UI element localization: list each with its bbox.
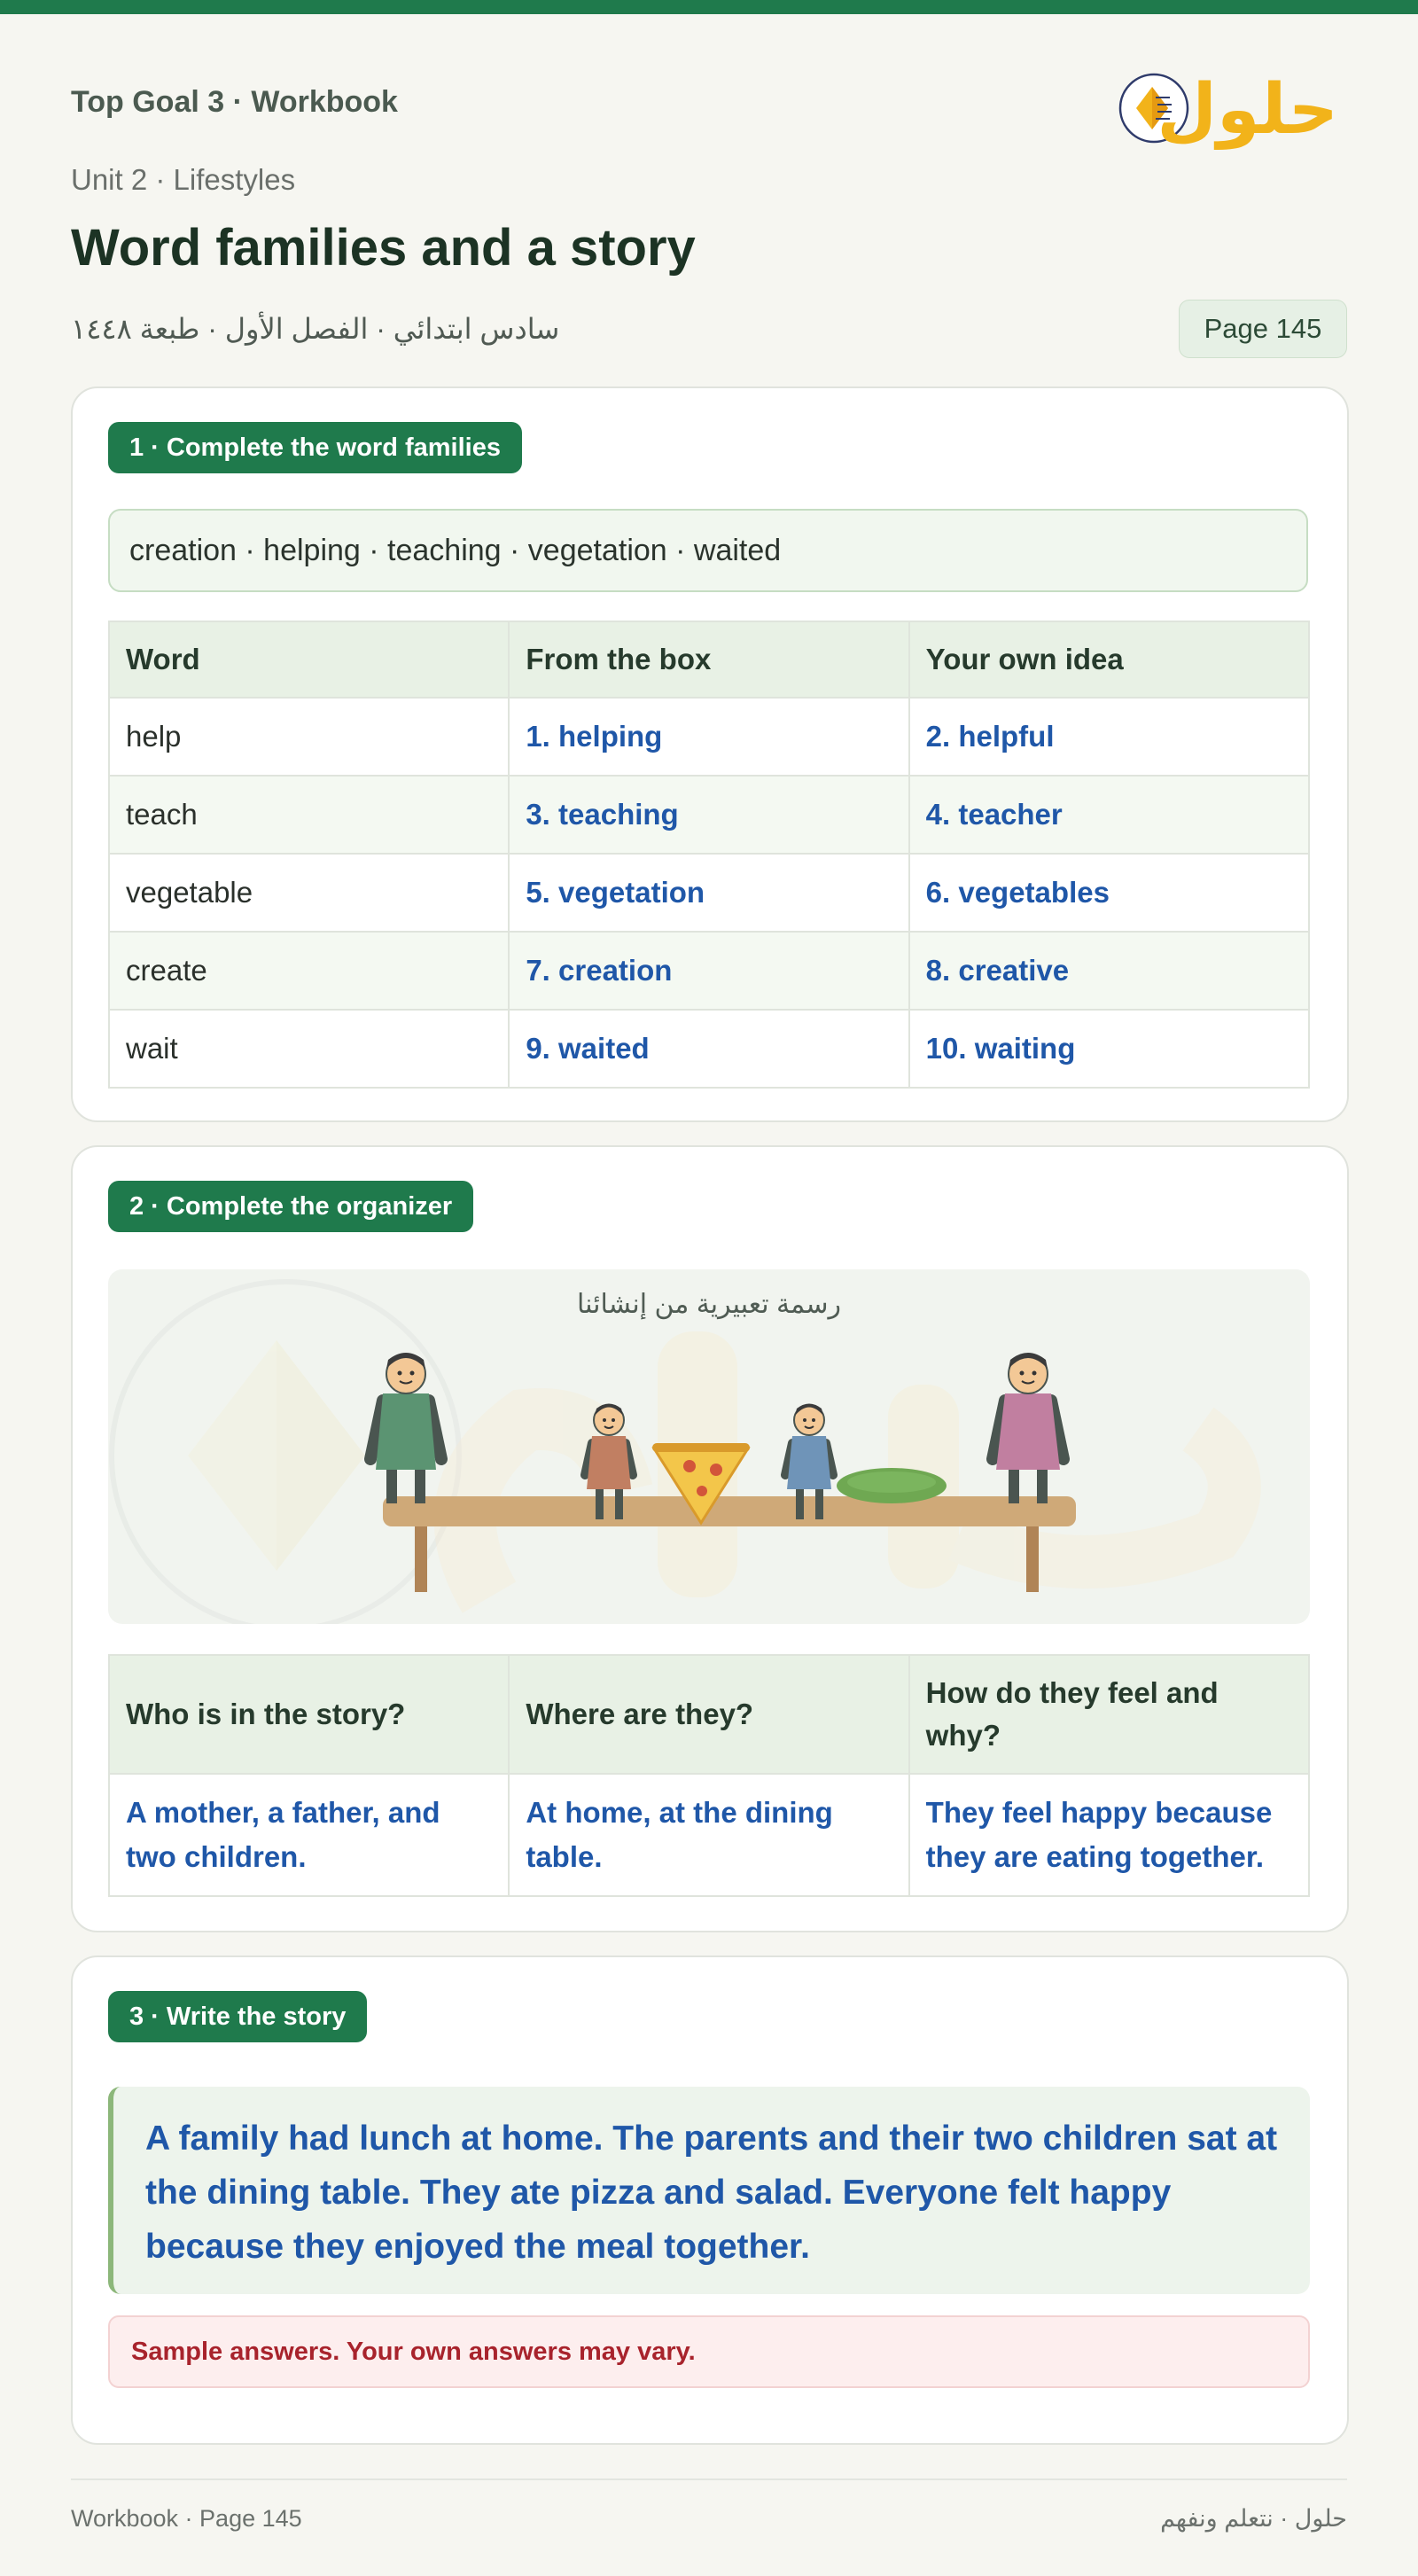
page-badge: Page 145 bbox=[1179, 300, 1347, 358]
book-title: Top Goal 3 · Workbook bbox=[71, 85, 398, 119]
answer-cell: 1. helping bbox=[509, 698, 908, 776]
table-row bbox=[109, 1774, 1309, 1896]
answer-cell: 5. vegetation bbox=[509, 854, 908, 932]
section-write-story bbox=[71, 1955, 1349, 2445]
page-title: Word families and a story bbox=[71, 219, 696, 277]
section-1-heading: 1 · Complete the word families bbox=[108, 422, 522, 473]
answer-cell: 9. waited bbox=[509, 1010, 908, 1088]
word-cell: wait bbox=[109, 1010, 509, 1088]
section-organizer bbox=[71, 1145, 1349, 1932]
logo-text: حلول bbox=[1157, 70, 1338, 150]
answer-cell: 4. teacher bbox=[909, 776, 1309, 854]
column-header-where: Where are they? bbox=[509, 1655, 908, 1774]
table-header-row bbox=[109, 1655, 1309, 1774]
section-2-heading: 2 · Complete the organizer bbox=[108, 1181, 473, 1232]
table-row bbox=[109, 698, 1309, 776]
answer-cell: 10. waiting bbox=[909, 1010, 1309, 1088]
column-header-who: Who is in the story? bbox=[109, 1655, 509, 1774]
word-family-table bbox=[108, 621, 1310, 1089]
answer-cell: 6. vegetables bbox=[909, 854, 1309, 932]
section-3-heading: 3 · Write the story bbox=[108, 1991, 367, 2042]
watermark-logo-shapes bbox=[465, 1331, 1235, 1597]
answer-cell: 2. helpful bbox=[909, 698, 1309, 776]
word-cell: help bbox=[109, 698, 509, 776]
story-organizer-table bbox=[108, 1654, 1310, 1897]
word-cell: create bbox=[109, 932, 509, 1010]
father-figure bbox=[370, 1353, 441, 1503]
answer-cell: At home, at the dining table. bbox=[509, 1774, 908, 1896]
grade-info: سادس ابتدائي · الفصل الأول · طبعة ١٤٤٨ bbox=[71, 313, 560, 345]
footer-tagline: حلول · نتعلم ونفهم bbox=[1160, 2505, 1347, 2532]
mother-figure bbox=[993, 1353, 1064, 1503]
column-header-own-idea: Your own idea bbox=[909, 621, 1309, 698]
top-accent-bar bbox=[0, 0, 1418, 14]
answer-cell: They feel happy because they are eating together. bbox=[909, 1774, 1309, 1896]
table-row bbox=[109, 932, 1309, 1010]
footer-divider bbox=[71, 2478, 1347, 2480]
word-box: creation · helping · teaching · vegetation · waited bbox=[108, 509, 1308, 592]
answer-cell: 8. creative bbox=[909, 932, 1309, 1010]
illustration-caption: رسمة تعبيرية من إنشائنا bbox=[576, 1290, 841, 1319]
section-word-families bbox=[71, 386, 1349, 1122]
answer-cell: A mother, a father, and two children. bbox=[109, 1774, 509, 1896]
answer-cell: 7. creation bbox=[509, 932, 908, 1010]
story-text: A family had lunch at home. The parents and their two children sat at the dining table. They ate pizza and salad. Everyone felt happy because they enjoyed the meal together. bbox=[108, 2087, 1310, 2294]
answer-cell: 3. teaching bbox=[509, 776, 908, 854]
table-header-row bbox=[109, 621, 1309, 698]
illustration-drawing bbox=[108, 1269, 1310, 1624]
word-cell: vegetable bbox=[109, 854, 509, 932]
brand-logo bbox=[1117, 53, 1347, 151]
table-row bbox=[109, 1010, 1309, 1088]
word-cell: teach bbox=[109, 776, 509, 854]
unit-label: Unit 2 · Lifestyles bbox=[71, 163, 296, 196]
table-row bbox=[109, 854, 1309, 932]
table-row bbox=[109, 776, 1309, 854]
salad-plate-icon bbox=[837, 1468, 947, 1503]
column-header-word: Word bbox=[109, 621, 509, 698]
column-header-from-box: From the box bbox=[509, 621, 908, 698]
footer-page-label: Workbook · Page 145 bbox=[71, 2505, 302, 2532]
column-header-feel: How do they feel and why? bbox=[909, 1655, 1309, 1774]
family-meal-illustration bbox=[108, 1269, 1310, 1624]
sample-answers-note: Sample answers. Your own answers may vary. bbox=[108, 2315, 1310, 2388]
